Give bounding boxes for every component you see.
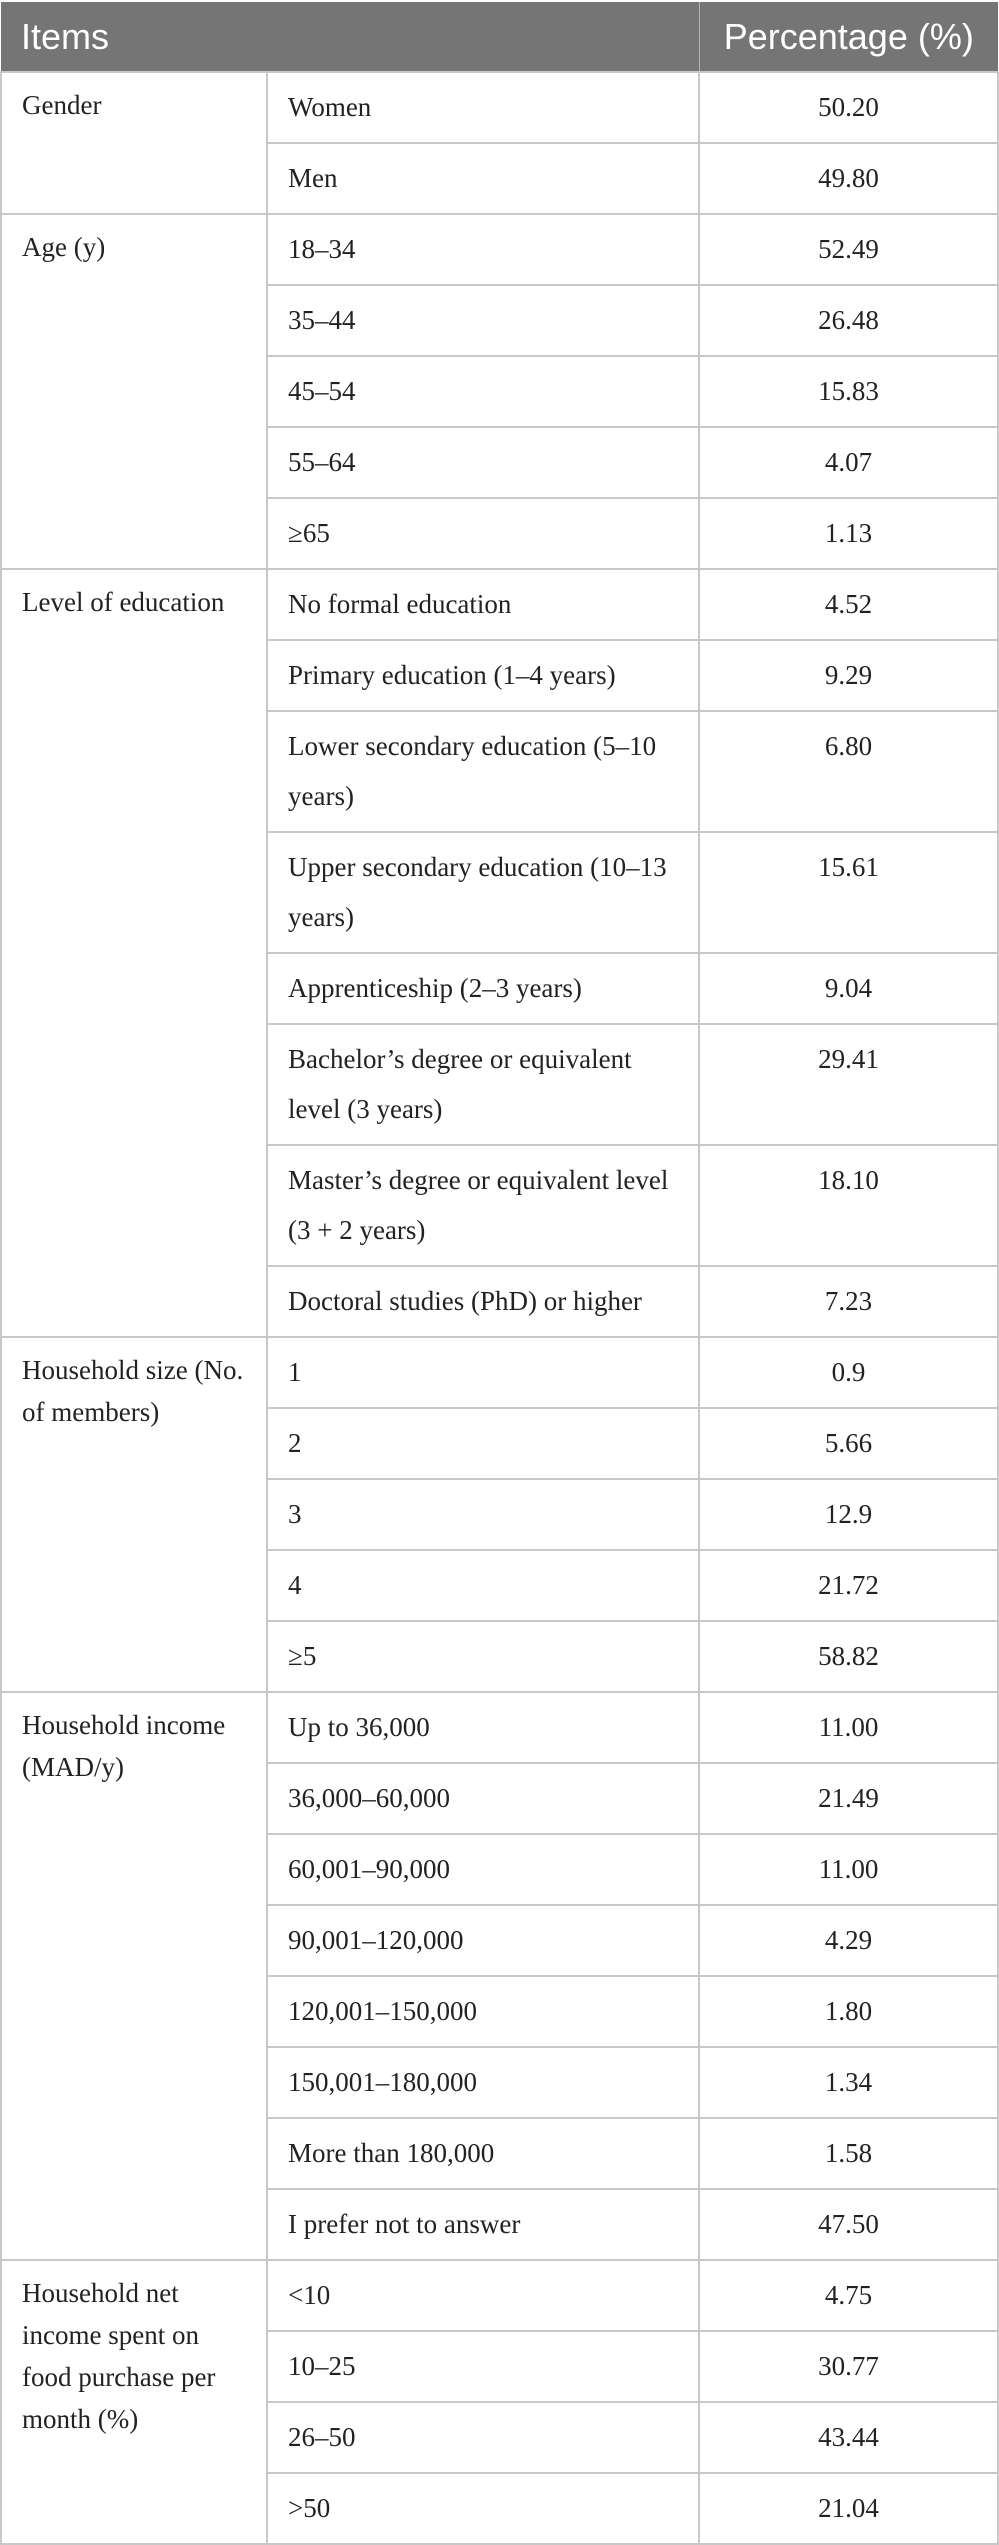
- item-cell: Apprenticeship (2–3 years): [267, 953, 699, 1024]
- item-cell: I prefer not to answer: [267, 2189, 699, 2260]
- category-household-income: Household income (MAD/y): [1, 1692, 267, 2260]
- value-cell: 52.49: [699, 214, 998, 285]
- item-cell: 4: [267, 1550, 699, 1621]
- item-cell: 3: [267, 1479, 699, 1550]
- item-cell: Primary education (1–4 years): [267, 640, 699, 711]
- value-cell: 49.80: [699, 143, 998, 214]
- value-cell: 9.04: [699, 953, 998, 1024]
- value-cell: 21.04: [699, 2473, 998, 2544]
- value-cell: 15.61: [699, 832, 998, 953]
- value-cell: 30.77: [699, 2331, 998, 2402]
- value-cell: 1.34: [699, 2047, 998, 2118]
- item-cell: Women: [267, 72, 699, 143]
- item-cell: 150,001–180,000: [267, 2047, 699, 2118]
- item-cell: 18–34: [267, 214, 699, 285]
- table-row: [1, 214, 998, 285]
- value-cell: 4.07: [699, 427, 998, 498]
- table-row: [1, 1337, 998, 1408]
- item-cell: 45–54: [267, 356, 699, 427]
- item-cell: Lower secondary education (5–10 years): [267, 711, 699, 832]
- value-cell: 1.80: [699, 1976, 998, 2047]
- item-cell: Men: [267, 143, 699, 214]
- category-age: Age (y): [1, 214, 267, 569]
- value-cell: 5.66: [699, 1408, 998, 1479]
- value-cell: 29.41: [699, 1024, 998, 1145]
- header-percentage: Percentage (%): [699, 2, 998, 72]
- category-food-spending: Household net income spent on food purchase per month (%): [1, 2260, 267, 2544]
- item-cell: Up to 36,000: [267, 1692, 699, 1763]
- item-cell: <10: [267, 2260, 699, 2331]
- item-cell: 10–25: [267, 2331, 699, 2402]
- item-cell: Doctoral studies (PhD) or higher: [267, 1266, 699, 1337]
- value-cell: 50.20: [699, 72, 998, 143]
- item-cell: 55–64: [267, 427, 699, 498]
- item-cell: 26–50: [267, 2402, 699, 2473]
- value-cell: 0.9: [699, 1337, 998, 1408]
- value-cell: 4.29: [699, 1905, 998, 1976]
- value-cell: 15.83: [699, 356, 998, 427]
- table-row: [1, 1692, 998, 1763]
- header-items: Items: [1, 2, 699, 72]
- value-cell: 1.58: [699, 2118, 998, 2189]
- demographics-table: [0, 2, 999, 2545]
- item-cell: 120,001–150,000: [267, 1976, 699, 2047]
- item-cell: 90,001–120,000: [267, 1905, 699, 1976]
- table-row: [1, 569, 998, 640]
- item-cell: 35–44: [267, 285, 699, 356]
- item-cell: ≥65: [267, 498, 699, 569]
- value-cell: 18.10: [699, 1145, 998, 1266]
- item-cell: Upper secondary education (10–13 years): [267, 832, 699, 953]
- value-cell: 43.44: [699, 2402, 998, 2473]
- category-household-size: Household size (No. of members): [1, 1337, 267, 1692]
- table-row: [1, 72, 998, 143]
- value-cell: 21.72: [699, 1550, 998, 1621]
- value-cell: 11.00: [699, 1834, 998, 1905]
- value-cell: 1.13: [699, 498, 998, 569]
- table-row: [1, 2260, 998, 2331]
- item-cell: 1: [267, 1337, 699, 1408]
- item-cell: Bachelor’s degree or equivalent level (3 years): [267, 1024, 699, 1145]
- item-cell: ≥5: [267, 1621, 699, 1692]
- value-cell: 58.82: [699, 1621, 998, 1692]
- value-cell: 47.50: [699, 2189, 998, 2260]
- category-education: Level of education: [1, 569, 267, 1337]
- value-cell: 11.00: [699, 1692, 998, 1763]
- item-cell: 2: [267, 1408, 699, 1479]
- value-cell: 26.48: [699, 285, 998, 356]
- item-cell: 60,001–90,000: [267, 1834, 699, 1905]
- item-cell: Master’s degree or equivalent level (3 + 2 years): [267, 1145, 699, 1266]
- item-cell: No formal education: [267, 569, 699, 640]
- header-row: [1, 2, 998, 72]
- value-cell: 4.75: [699, 2260, 998, 2331]
- value-cell: 12.9: [699, 1479, 998, 1550]
- item-cell: 36,000–60,000: [267, 1763, 699, 1834]
- value-cell: 7.23: [699, 1266, 998, 1337]
- value-cell: 21.49: [699, 1763, 998, 1834]
- value-cell: 6.80: [699, 711, 998, 832]
- category-gender: Gender: [1, 72, 267, 214]
- item-cell: >50: [267, 2473, 699, 2544]
- value-cell: 9.29: [699, 640, 998, 711]
- value-cell: 4.52: [699, 569, 998, 640]
- item-cell: More than 180,000: [267, 2118, 699, 2189]
